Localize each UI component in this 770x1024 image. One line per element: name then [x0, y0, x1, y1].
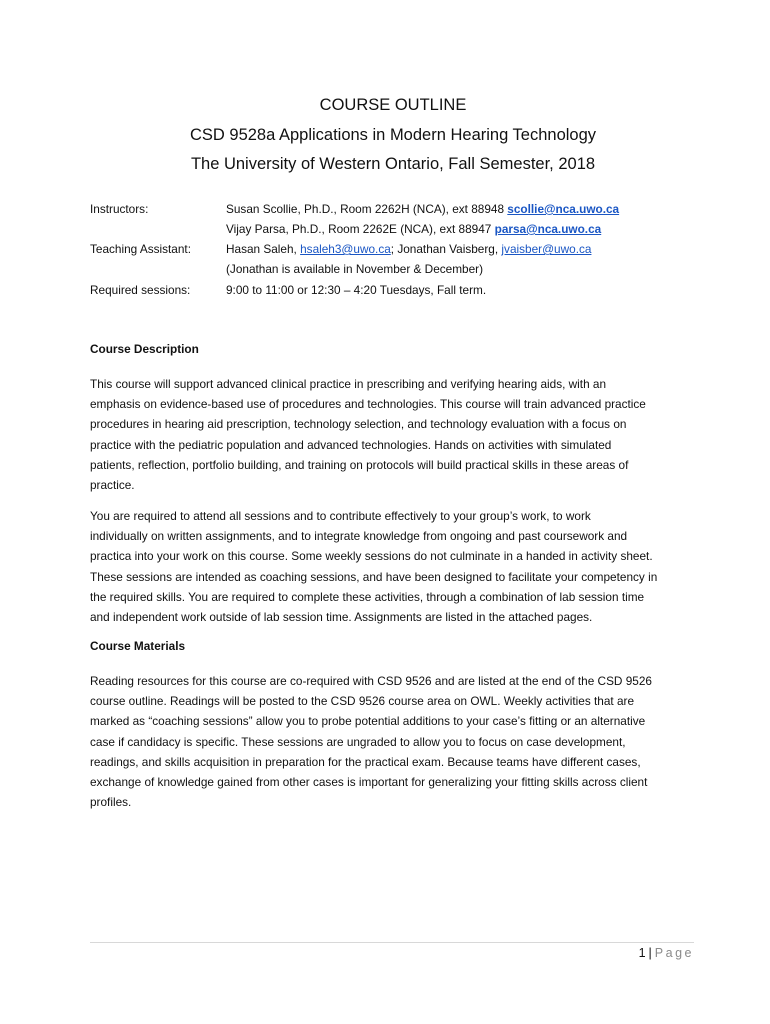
teaching-assistants	[226, 242, 591, 256]
footer-separator: |	[648, 946, 652, 960]
text-line: readings, and skills acquisition in preparation for the practical exam. Because teams have different cases,	[90, 754, 641, 769]
course-description-heading: Course Description	[90, 342, 199, 356]
text-line: and independent work outside of lab session time. Assignments are listed in the attached pages.	[90, 610, 593, 625]
text-line: practice.	[90, 478, 135, 493]
text-line: procedures in hearing aid prescription, technology selection, and technology evaluation with a focus on	[90, 417, 627, 432]
text-line: emphasis on evidence-based use of procedures and technologies. This course will train advanced practice	[90, 397, 646, 412]
text-line: profiles.	[90, 795, 132, 810]
ta-separator: ; Jonathan Vaisberg,	[390, 242, 502, 256]
footer-divider	[90, 942, 694, 943]
university-line: The University of Western Ontario, Fall Semester, 2018	[190, 155, 596, 173]
text-line: practica into your work on this course. Some weekly sessions do not culminate in a handed in activity sheet.	[90, 549, 653, 564]
text-line: Reading resources for this course are co-required with CSD 9526 and are listed at the end of the CSD 9526	[90, 674, 652, 688]
ta-1-name: Hasan Saleh,	[226, 242, 301, 256]
text-line: individually on written assignments, and to integrate knowledge from ongoing and past coursework and	[90, 529, 628, 544]
course-description-paragraph-1	[90, 374, 702, 495]
instructor-2	[226, 222, 601, 236]
text-line: patients, reflection, portfolio building, and training on protocols will build practical skills in these areas of	[90, 457, 629, 472]
course-materials-paragraph	[90, 671, 702, 812]
instructor-1-email-link[interactable]: scollie@nca.uwo.ca	[507, 202, 620, 216]
text-line: This course will support advanced clinical practice in prescribing and verifying hearing aids, with an	[90, 377, 607, 391]
teaching-assistant-label: Teaching Assistant:	[90, 242, 191, 256]
text-line: course outline. Readings will be posted to the CSD 9526 course area on OWL. Weekly activities that are	[90, 694, 635, 709]
instructor-1-text: Susan Scollie, Ph.D., Room 2262H (NCA), ext 88948	[226, 202, 508, 216]
page-number: 1	[638, 946, 646, 960]
sessions-value: 9:00 to 11:00 or 12:30 – 4:20 Tuesdays, Fall term.	[226, 283, 487, 297]
course-title: CSD 9528a Applications in Modern Hearing Technology	[189, 126, 597, 144]
instructor-2-text: Vijay Parsa, Ph.D., Room 2262E (NCA), ext 88947	[226, 222, 495, 236]
ta-1-email-link[interactable]: hsaleh3@uwo.ca	[300, 242, 391, 256]
page-footer	[639, 946, 694, 960]
text-line: These sessions are intended as coaching sessions, and have been designed to facilitate your competency in	[90, 569, 658, 584]
instructor-2-email-link[interactable]: parsa@nca.uwo.ca	[494, 222, 602, 236]
text-line: You are required to attend all sessions and to contribute effectively to your group’s work, to work	[90, 509, 591, 523]
sessions-label: Required sessions:	[90, 283, 191, 297]
course-materials-heading: Course Materials	[90, 639, 186, 653]
instructors-label: Instructors:	[90, 202, 149, 216]
ta-2-email-link[interactable]: jvaisber@uwo.ca	[501, 242, 592, 256]
course-description-paragraph-2	[90, 506, 702, 627]
ta-availability-note: (Jonathan is available in November & December)	[226, 262, 484, 276]
instructor-1	[226, 202, 619, 216]
text-line: marked as “coaching sessions” allow you to probe potential additions to your case’s fitting or an alternative	[90, 714, 646, 729]
text-line: practice with the pediatric population and advanced technologies. Hands on activities with simulated	[90, 437, 612, 452]
text-line: exchange of knowledge gained from other cases is important for generalizing your fitting skills across client	[90, 775, 648, 790]
text-line: case if candidacy is specific. These sessions are ungraded to allow you to focus on case development,	[90, 734, 626, 749]
text-line: the required skills. You are required to complete these activities, through a combination of lab session time	[90, 589, 645, 604]
page-label: Page	[654, 946, 694, 960]
document-title: COURSE OUTLINE	[319, 96, 467, 114]
